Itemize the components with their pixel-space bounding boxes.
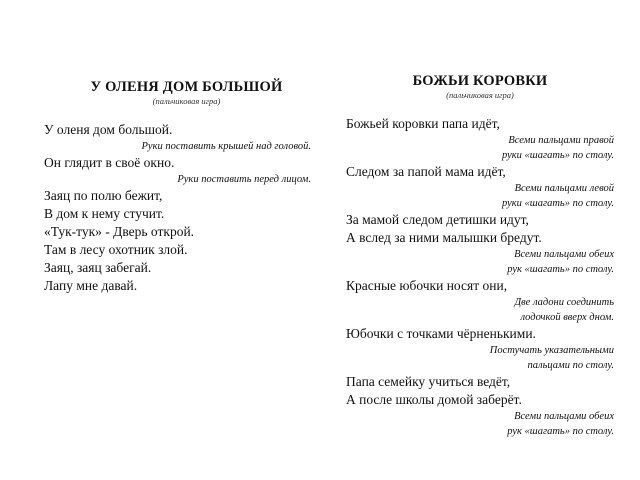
verse-line: Заяц по полю бежит, — [44, 188, 163, 203]
verse-line: Божьей коровки папа идёт, — [346, 116, 500, 131]
gesture-instruction: Всеми пальцами обеих — [514, 411, 614, 422]
verse-line: Заяц, заяц забегай. — [44, 260, 152, 275]
verse-line: Там в лесу охотник злой. — [44, 242, 188, 257]
verse-line: «Тук-тук» - Дверь открой. — [44, 224, 195, 239]
verse-line: Папа семейку учиться ведёт, — [346, 374, 511, 389]
gesture-instruction: Руки поставить перед лицом. — [177, 174, 311, 185]
gesture-instruction: Руки поставить крышей над головой. — [141, 141, 311, 152]
verse-line: А вслед за ними малышки бредут. — [346, 230, 542, 245]
verse-line: В дом к нему стучит. — [44, 206, 165, 221]
poem-body — [346, 115, 614, 439]
verse-line: За мамой следом детишки идут, — [346, 212, 529, 227]
verse-line: Лапу мне давай. — [44, 278, 138, 293]
gesture-instruction: лодочкой вверх дном. — [520, 312, 614, 323]
gesture-instruction: Всеми пальцами обеих — [514, 249, 614, 260]
gesture-instruction: Постучать указательными — [489, 345, 614, 356]
verse-line: А после школы домой заберёт. — [346, 392, 522, 407]
poem-subtitle: (пальчиковая игра) — [446, 90, 514, 100]
verse-line: У оленя дом большой. — [44, 122, 173, 137]
verse-line: Юбочки с точками чёрненькими. — [346, 326, 536, 341]
verse-line: Красные юбочки носят они, — [346, 278, 508, 293]
gesture-instruction: руки «шагать» по столу. — [502, 198, 614, 209]
gesture-instruction: рук «шагать» по столу. — [507, 426, 614, 437]
poem-title: У ОЛЕНЯ ДОМ БОЛЬШОЙ — [90, 79, 283, 95]
gesture-instruction: Всеми пальцами левой — [514, 183, 614, 194]
verse-line: Следом за папой мама идёт, — [346, 164, 506, 179]
poem-subtitle: (пальчиковая игра) — [152, 96, 221, 106]
poem-title: БОЖЬИ КОРОВКИ — [412, 73, 548, 89]
gesture-instruction: пальцами по столу. — [527, 360, 614, 371]
gesture-instruction: рук «шагать» по столу. — [507, 264, 614, 275]
poem-body — [44, 121, 329, 295]
gesture-instruction: руки «шагать» по столу. — [502, 150, 614, 161]
gesture-instruction: Всеми пальцами правой — [508, 135, 614, 146]
gesture-instruction: Две ладони соединить — [514, 297, 614, 308]
verse-line: Он глядит в своё окно. — [44, 155, 175, 170]
